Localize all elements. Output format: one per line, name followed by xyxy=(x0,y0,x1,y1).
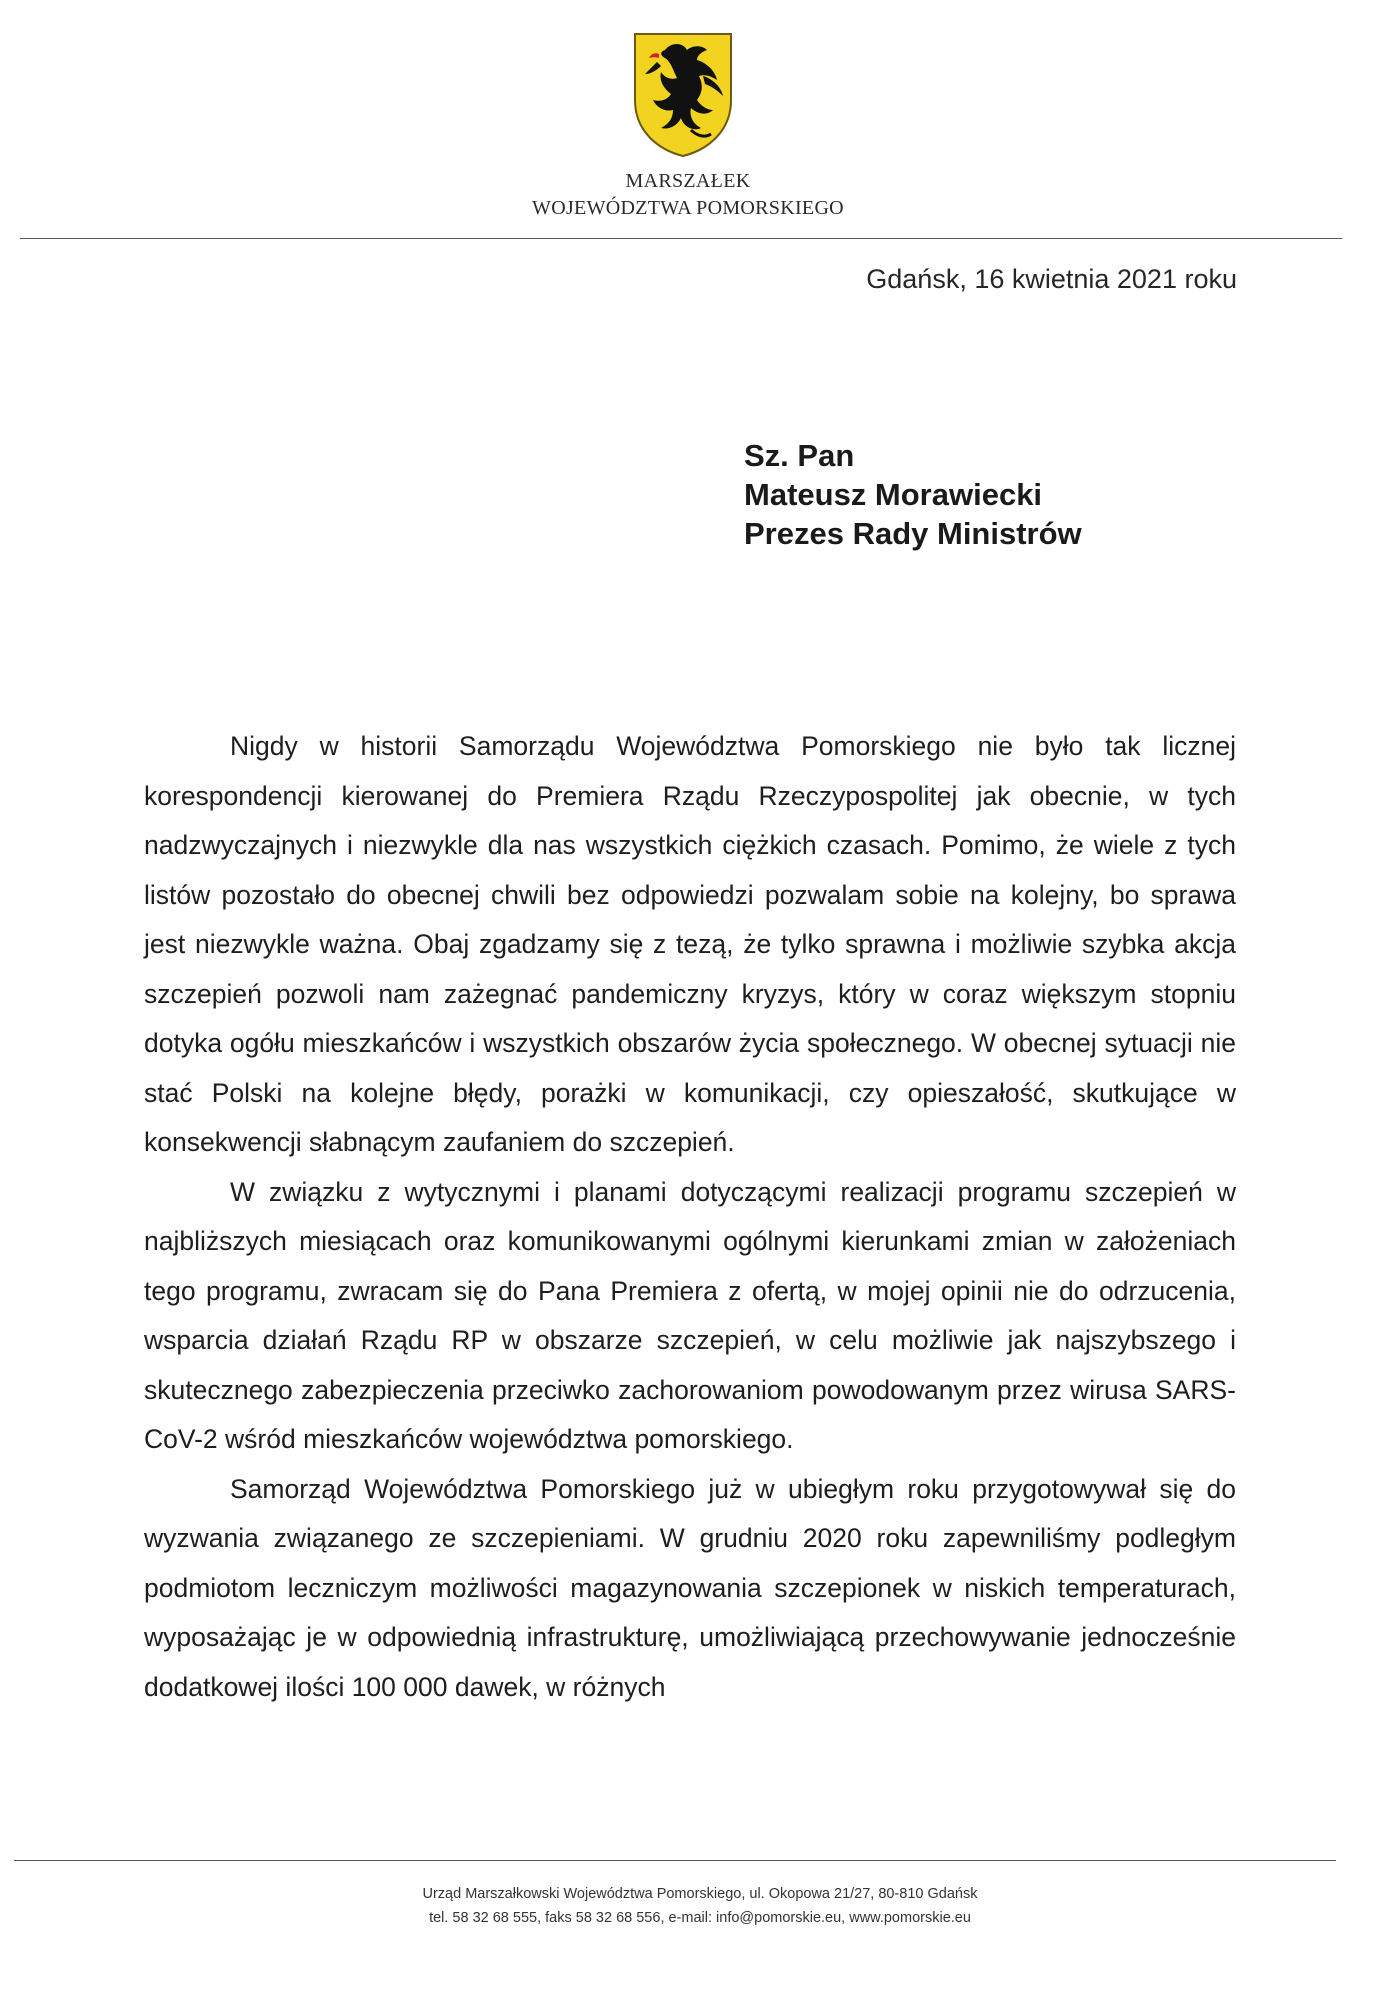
body-paragraph: W związku z wytycznymi i planami dotyczącymi realizacji programu szczepień w najbliższych miesiącach oraz komunikowanymi ogólnymi kierunkami zmian w założeniach tego programu, zwracam się do Pana Premiera z ofertą, w mojej opinii nie do odrzucenia, wsparcia działań Rządu RP w obszarze szczepień, w celu możliwie jak najszybszego i skutecznego zabezpieczenia przeciwko zachorowaniom powodowanym przez wirusa SARS-CoV-2 wśród mieszkańców województwa pomorskiego. xyxy=(144,1176,1236,1454)
header-divider xyxy=(20,238,1342,239)
addressee-salutation: Sz. Pan xyxy=(744,438,855,473)
addressee-position: Prezes Rady Ministrów xyxy=(744,516,1082,551)
letter-body xyxy=(144,722,1236,1712)
footer-contact: tel. 58 32 68 555, faks 58 32 68 556, e-mail: info@pomorskie.eu, www.pomorskie.eu xyxy=(429,1910,971,1926)
body-paragraph: Samorząd Województwa Pomorskiego już w ubiegłym roku przygotowywał się do wyzwania związanego ze szczepieniami. W grudniu 2020 roku zapewniliśmy podległym podmiotom leczniczym możliwości magazynowania szczepionek w niskich temperaturach, wyposażając je w odpowiednią infrastrukturę, umożliwiającą przechowywanie jednocześnie dodatkowej ilości 100 000 dawek, w różnych xyxy=(144,1473,1236,1702)
footer-address: Urząd Marszałkowski Województwa Pomorskiego, ul. Okopowa 21/27, 80-810 Gdańsk xyxy=(422,1886,978,1902)
addressee-block xyxy=(744,436,1082,553)
office-title-line2: WOJEWÓDZTWA POMORSKIEGO xyxy=(532,197,844,219)
footer-divider xyxy=(14,1860,1336,1861)
pomeranian-griffin-crest-icon xyxy=(631,30,735,158)
letter-date: Gdańsk, 16 kwietnia 2021 roku xyxy=(866,264,1237,294)
office-title-line1: MARSZAŁEK xyxy=(625,170,751,192)
body-paragraph: Nigdy w historii Samorządu Województwa Pomorskiego nie było tak licznej korespondencji kierowanej do Premiera Rządu Rzeczypospolitej jak obecnie, w tych nadzwyczajnych i niezwykle dla nas wszystkich ciężkich czasach. Pomimo, że wiele z tych listów pozostało do obecnej chwili bez odpowiedzi pozwalam sobie na kolejny, bo sprawa jest niezwykle ważna. Obaj zgadzamy się z tezą, że tylko sprawna i możliwie szybka akcja szczepień pozwoli nam zażegnać pandemiczny kryzys, który w coraz większym stopniu dotyka ogółu mieszkańców i wszystkich obszarów życia społecznego. W obecnej sytuacji nie stać Polski na kolejne błędy, porażki w komunikacji, czy opieszałość, skutkujące w konsekwencji słabnącym zaufaniem do szczepień. xyxy=(144,731,1236,1157)
addressee-name: Mateusz Morawiecki xyxy=(744,477,1043,512)
